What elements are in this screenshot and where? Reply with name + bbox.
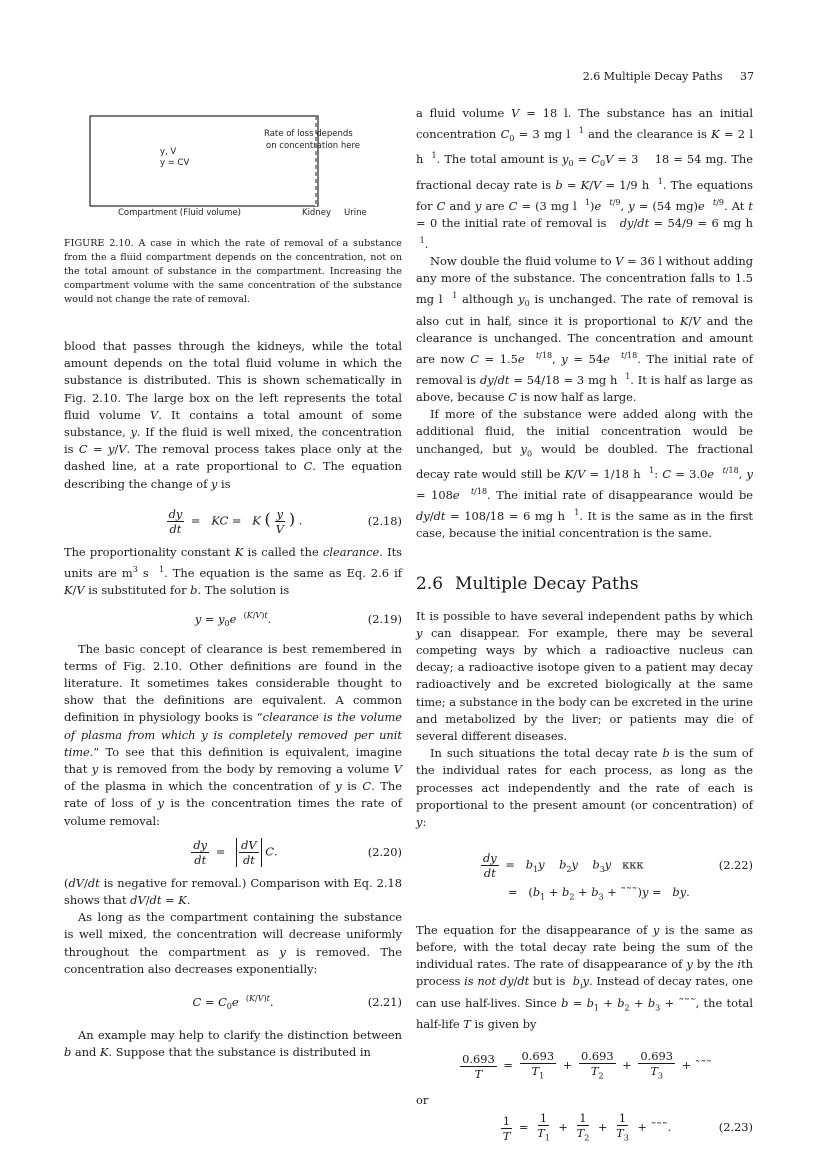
equation-number: (2.19) (367, 612, 402, 627)
figure-compartment-label: Compartment (Fluid volume) (118, 208, 241, 218)
figure-label-vars: y, V (160, 147, 177, 157)
paragraph: blood that passes through the kidneys, while the total amount depends on the total fluid volume in which the substance is distributed. This is shown schematically in Fig. 2.10. The large box on the left represents the total fluid volume V. It contains a total amount of some substance, y. If the fluid is well mixed, the concentration is C = y/V. The removal process takes place only at the dashed line, at a rate proportional to C. The equation describing the change of y is (64, 339, 402, 491)
figure-kidney-label: Kidney (302, 208, 331, 218)
equation-half-life: $\frac{0.693}{T}$ = $\frac{0.693}{T_1}$ + $\frac{0.693}{T_2}$ + $\frac{0.693}{T_3}$ + ˜˜˜ (462, 1049, 712, 1082)
page-number: 37 (740, 70, 754, 83)
equation-number: (2.23) (718, 1120, 753, 1135)
paragraph: Now double the fluid volume to V = 36 l without adding any more of the substance. The concentration falls to 1.5 mg l $^1$ although $y_0$ is unchanged. The rate of removal is also cut in half, since it is proportional to K/V and the clearance is unchanged. The concentration and amount are now C = 1.5e $^{t/18}$, y = 54e $^{t/18}$. The initial rate of removal is dy/dt = 54/18 = 3 mg h $^1$. It is half as large as above, because C is now half as large. (416, 253, 753, 405)
paragraph: It is possible to have several independent paths by which y can disappear. For example, there may be several competing ways by which a radioactive nucleus can decay; a radioactive isotope given to a patient may decay radioactively and be excreted biologically at the same time; a substance in the body can be excreted in the urine and metabolized by the liver; or patients may die of several different diseases. (416, 608, 753, 743)
section-heading (416, 576, 753, 593)
equation-2-23: $\frac{1}{T}$ = $\frac{1}{T_1}$ + $\frac{1}{T_2}$ + $\frac{1}{T_3}$ + ˜˜˜. (2.23) (502, 1110, 753, 1143)
figure-rate-note-1: Rate of loss depends (264, 129, 353, 139)
equation-number: (2.20) (367, 844, 402, 859)
running-header (583, 70, 754, 83)
left-column (64, 338, 402, 1062)
running-header-title: 2.6 Multiple Decay Paths (582, 70, 723, 83)
paragraph: An example may help to clarify the distinction between b and K. Suppose that the substance is distributed in (64, 1028, 402, 1060)
figure-rate-note-2: on concentration here (266, 141, 361, 151)
paragraph: (dV/dt is negative for removal.) Comparison with Eq. 2.18 shows that dV/dt = K. (64, 875, 402, 907)
section-title: Multiple Decay Paths (455, 574, 639, 595)
section-number: 2.6 (416, 574, 444, 595)
paragraph: The basic concept of clearance is best remembered in terms of Fig. 2.10. Other definitions are found in the literature. It sometimes takes considerable thought to show that the definitions are equivalent. A common definition in physiology books is “clearance is the volume of plasma from which y is completely removed per unit time.” To see that this definition is equivalent, imagine that y is removed from the body by removing a volume V of the plasma in which the concentration of y is C. The rate of loss of y is the concentration times the rate of volume removal: (64, 641, 403, 828)
figure-caption: FIGURE 2.10. A case in which the rate of removal of a substance from the a fluid compartment depends on the concentration, not on the total amount of substance in the compartment. Increasing the compartment volume with the same concentration of the substance would not change the rate of removal. (64, 238, 402, 305)
paragraph: The proportionality constant K is called the clearance. Its units are $m^3$ s $^1$. The equation is the same as Eq. 2.6 if K/V is substituted for b. The solution is (64, 544, 402, 598)
or-text: or (416, 1092, 429, 1107)
paragraph: If more of the substance were added along with the additional fluid, the initial concentration would be unchanged, but $y_0$ would be doubled. The fractional decay rate would still be K/V = 1/18 h $^1$: C = 3.0e $^{t/18}$, y = 108e $^{t/18}$. The initial rate of disappearance would be dy/dt = 108/18 = 6 mg h $^1$. It is the same as in the first case, because the initial concentration is the same. (416, 407, 753, 541)
right-column (416, 105, 753, 1153)
equation-2-19: $y = y_0e$ $^{(K/V)t}$. (2.19) (194, 611, 402, 629)
equation-2-22: $\frac{dy}{dt}$ = $b_1y$ $b_2y$ $b_3y$ κκκ = ($b_1 + b_2 + b_3$ + ˜˜˜)y = by. (2.22) (483, 851, 753, 902)
figure-2-10 (88, 112, 378, 222)
equation-2-18: $\frac{dy}{dt}$ = KC = K ( $\frac{y}{V}$ ) . (2.18) (168, 506, 402, 536)
paragraph: As long as the compartment containing the substance is well mixed, the concentration will decrease uniformly throughout the compartment as y is removed. The concentration also decreases exponentially: (64, 910, 402, 976)
paragraph: In such situations the total decay rate b is the sum of the individual rates for each process, as long as the processes act independently and the rate of each is proportional to the present amount (or concentration) of y: (416, 746, 754, 829)
equation-2-21: $C = C_0e$ $^{(K/V)t}$. (2.21) (192, 993, 402, 1012)
equation-number: (2.21) (367, 995, 402, 1009)
paragraph: a fluid volume V = 18 l. The substance has an initial concentration $C_0 = 3$ mg l $^1$ and the clearance is K = 2 l h $^1$. The total amount is $y_0 = C_0V = 3$ 18 = 54 mg. The fractional decay rate is b = K/V = 1/9 h $^1$. The equations for C and y are C = (3 mg l $^1$)e $^{t/9}$, y = (54 mg)e $^{t/9}$. At t = 0 the initial rate of removal is dy/dt = 54/9 = 6 mg h $^1$. (416, 106, 753, 251)
equation-number: (2.18) (367, 513, 402, 528)
equation-2-20: $\frac{dy}{dt}$ = $\frac{dV}{dt}$ C. (2.20) (193, 837, 402, 867)
equation-number: (2.22) (718, 858, 753, 873)
paragraph: The equation for the disappearance of y is the same as before, with the total decay rate being the sum of the individual rates. The rate of disappearance of y by the ith process is not dy/dt but is $b_iy$. Instead of decay rates, one can use half-lives. Since $b = b_1 + b_2 + b_3$ + ˜˜˜, the total half-life T is given by (416, 922, 753, 1032)
figure-label-conc: y = CV (160, 158, 190, 168)
figure-urine-label: Urine (344, 208, 367, 218)
